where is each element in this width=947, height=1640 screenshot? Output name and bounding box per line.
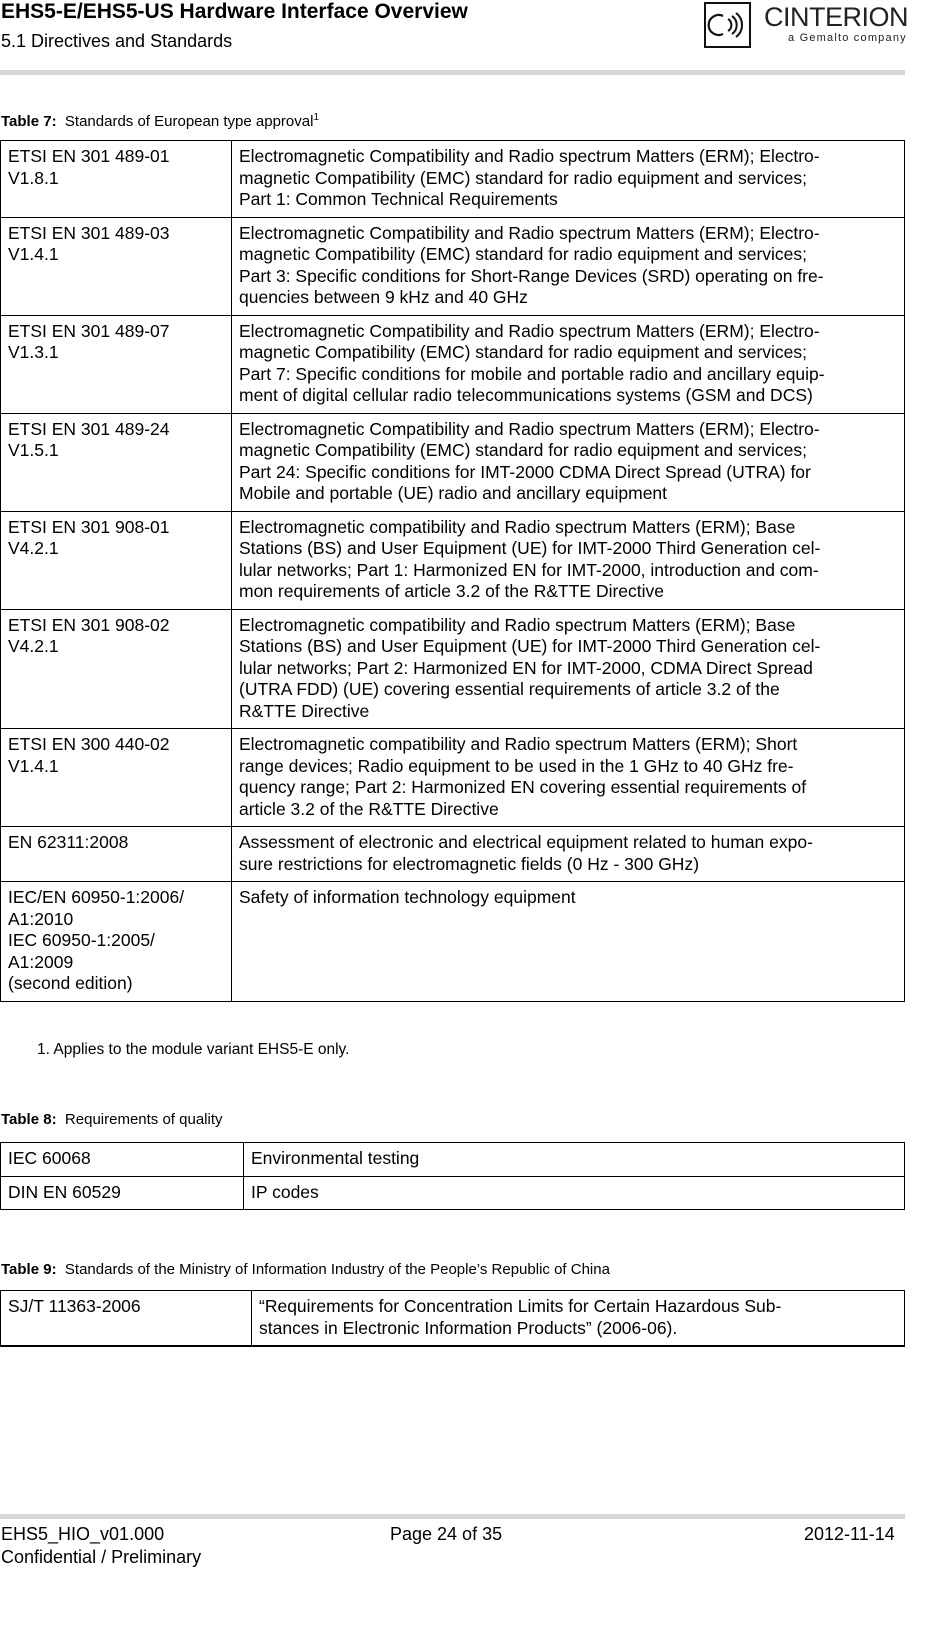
standard-cell [1,315,232,413]
table7-footnote: 1. Applies to the module variant EHS5-E only. [37,1041,350,1058]
signal-waves-icon [706,4,749,46]
cell-line: IP codes [251,1181,319,1202]
cell-line: Electromagnetic Compatibility and Radio spectrum Matters (ERM); Electro- [239,222,820,243]
cell-line: Assessment of electronic and electrical equipment related to human expo- [239,832,813,852]
cell-line: mon requirements of article 3.2 of the R&TTE Directive [239,581,665,601]
cell-line: Electromagnetic compatibility and Radio spectrum Matters (ERM); Base [239,614,796,635]
standard-cell [1,1176,244,1210]
table8-caption [1,1111,223,1128]
cell-line: ment of digital cellular radio telecommunications systems (GSM and DCS) [239,385,813,405]
cell-line: Environmental testing [251,1148,420,1168]
standard-cell [1,827,232,882]
cell-line: article 3.2 of the R&TTE Directive [239,798,499,819]
cell-line: stances in Electronic Information Products” (2006-06). [259,1317,678,1338]
cell-line: V4.2.1 [8,636,59,656]
company-logo [704,2,908,50]
table-row [1,1176,905,1210]
cell-line: lular networks; Part 1: Harmonized EN for IMT-2000, introduction and com- [239,559,819,580]
cell-line: Electromagnetic compatibility and Radio spectrum Matters (ERM); Base [239,516,796,537]
cell-line: SJ/T 11363-2006 [8,1296,141,1316]
logo-tagline: a Gemalto company [788,32,907,44]
table-row [1,1291,905,1347]
cell-line: DIN EN 60529 [8,1181,121,1202]
table-row [1,217,905,315]
standard-cell [1,141,232,218]
cell-line: V1.5.1 [8,440,59,460]
description-cell [232,882,905,1002]
logo-wordmark: CINTERION [764,2,908,32]
cell-line: Part 24: Specific conditions for IMT-2000 CDMA Direct Spread (UTRA) for [239,461,811,482]
cell-line: quency range; Part 2: Harmonized EN covering essential requirements of [239,777,807,797]
standard-cell [1,413,232,511]
table7 [0,140,905,1002]
description-cell [232,827,905,882]
cell-line: ETSI EN 301 489-07 [8,320,170,341]
cell-line: IEC/EN 60950-1:2006/ [8,887,185,907]
description-cell [232,315,905,413]
cell-line: ETSI EN 301 908-01 [8,516,170,537]
footer-date: 2012-11-14 [804,1524,895,1544]
cell-line: ETSI EN 301 908-02 [8,614,170,635]
cell-line: Part 1: Common Technical Requirements [239,189,558,209]
cell-line: A1:2009 [8,951,74,972]
cell-line: V1.3.1 [8,342,59,362]
cell-line: ETSI EN 301 489-24 [8,418,170,439]
table7-caption [1,112,319,130]
cell-line: V1.4.1 [8,244,59,264]
cell-line: IEC 60068 [8,1148,91,1168]
cinterion-logo-icon [704,2,751,48]
cell-line: range devices; Radio equipment to be used in the 1 GHz to 40 GHz fre- [239,755,794,776]
standard-cell [1,729,232,827]
description-cell [244,1143,905,1177]
description-cell [232,217,905,315]
standard-cell [1,882,232,1002]
description-cell [244,1176,905,1210]
cell-line: magnetic Compatibility (EMC) standard for radio equipment and services; [239,440,808,460]
page-header [0,0,908,72]
cell-line: Stations (BS) and User Equipment (UE) for IMT-2000 Third Generation cel- [239,538,821,558]
table-row [1,1143,905,1177]
cell-line: magnetic Compatibility (EMC) standard for radio equipment and services; [239,167,808,188]
table7-label: Table 7: [1,113,57,130]
description-cell [232,511,905,609]
table9-caption [1,1261,610,1278]
table9-label: Table 9: [1,1261,57,1278]
cell-line: Electromagnetic Compatibility and Radio spectrum Matters (ERM); Electro- [239,146,820,166]
table-row [1,882,905,1002]
table-row [1,413,905,511]
footer-page-number: Page 24 of 35 [390,1524,503,1544]
cell-line: Electromagnetic compatibility and Radio spectrum Matters (ERM); Short [239,734,798,754]
table9-caption-text: Standards of the Ministry of Information Industry of the People’s Republic of China [64,1261,610,1278]
cell-line: magnetic Compatibility (EMC) standard for radio equipment and services; [239,244,808,264]
table8-label: Table 8: [1,1111,57,1128]
cell-line: V1.4.1 [8,755,59,776]
cell-line: (UTRA FDD) (UE) covering essential requirements of article 3.2 of the [239,679,780,699]
standard-cell [1,1143,244,1177]
cell-line: ETSI EN 301 489-01 [8,146,170,166]
table-row [1,315,905,413]
table8-caption-text: Requirements of quality [64,1111,223,1128]
cell-line: A1:2010 [8,908,74,929]
cell-line: sure restrictions for electromagnetic fields (0 Hz - 300 GHz) [239,853,700,874]
footer-classification: Confidential / Preliminary [1,1547,202,1567]
cell-line: V4.2.1 [8,538,59,558]
footnote-ref: 1 [313,112,319,123]
table-row [1,609,905,729]
description-cell [232,141,905,218]
description-cell [232,413,905,511]
footer-doc-id: EHS5_HIO_v01.000 [1,1524,165,1544]
table-row [1,511,905,609]
table7-caption-text: Standards of European type approval [64,113,314,130]
table-row [1,729,905,827]
table8 [0,1142,905,1210]
header-divider [0,70,905,75]
cell-line: quencies between 9 kHz and 40 GHz [239,287,528,307]
cell-line: R&TTE Directive [239,700,370,721]
standard-cell [1,1291,252,1347]
cell-line: IEC 60950-1:2005/ [8,930,155,950]
cell-line: Part 3: Specific conditions for Short-Range Devices (SRD) operating on fre- [239,265,824,286]
standard-cell [1,217,232,315]
cell-line: ETSI EN 300 440-02 [8,734,170,754]
cell-line: (second edition) [8,973,133,993]
cell-line: Electromagnetic Compatibility and Radio spectrum Matters (ERM); Electro- [239,418,820,439]
section-title: 5.1 Directives and Standards [1,31,233,51]
standard-cell [1,511,232,609]
cell-line: V1.8.1 [8,167,59,188]
cell-line: Part 7: Specific conditions for mobile and portable radio and ancillary equip- [239,363,825,384]
table-row [1,141,905,218]
table-row [1,827,905,882]
description-cell [232,729,905,827]
footer-divider [0,1514,905,1519]
cell-line: magnetic Compatibility (EMC) standard for radio equipment and services; [239,342,808,362]
cell-line: Mobile and portable (UE) radio and ancillary equipment [239,483,668,503]
cell-line: lular networks; Part 2: Harmonized EN for IMT-2000, CDMA Direct Spread [239,657,813,678]
cell-line: ETSI EN 301 489-03 [8,222,170,243]
table9 [0,1290,905,1347]
cell-line: EN 62311:2008 [8,832,129,852]
cell-line: Stations (BS) and User Equipment (UE) for IMT-2000 Third Generation cel- [239,636,821,656]
standard-cell [1,609,232,729]
cell-line: “Requirements for Concentration Limits for Certain Hazardous Sub- [259,1296,782,1316]
description-cell [252,1291,905,1347]
cell-line: Safety of information technology equipment [239,887,576,907]
cell-line: Electromagnetic Compatibility and Radio spectrum Matters (ERM); Electro- [239,320,820,341]
document-title: EHS5-E/EHS5-US Hardware Interface Overview [1,0,468,23]
description-cell [232,609,905,729]
